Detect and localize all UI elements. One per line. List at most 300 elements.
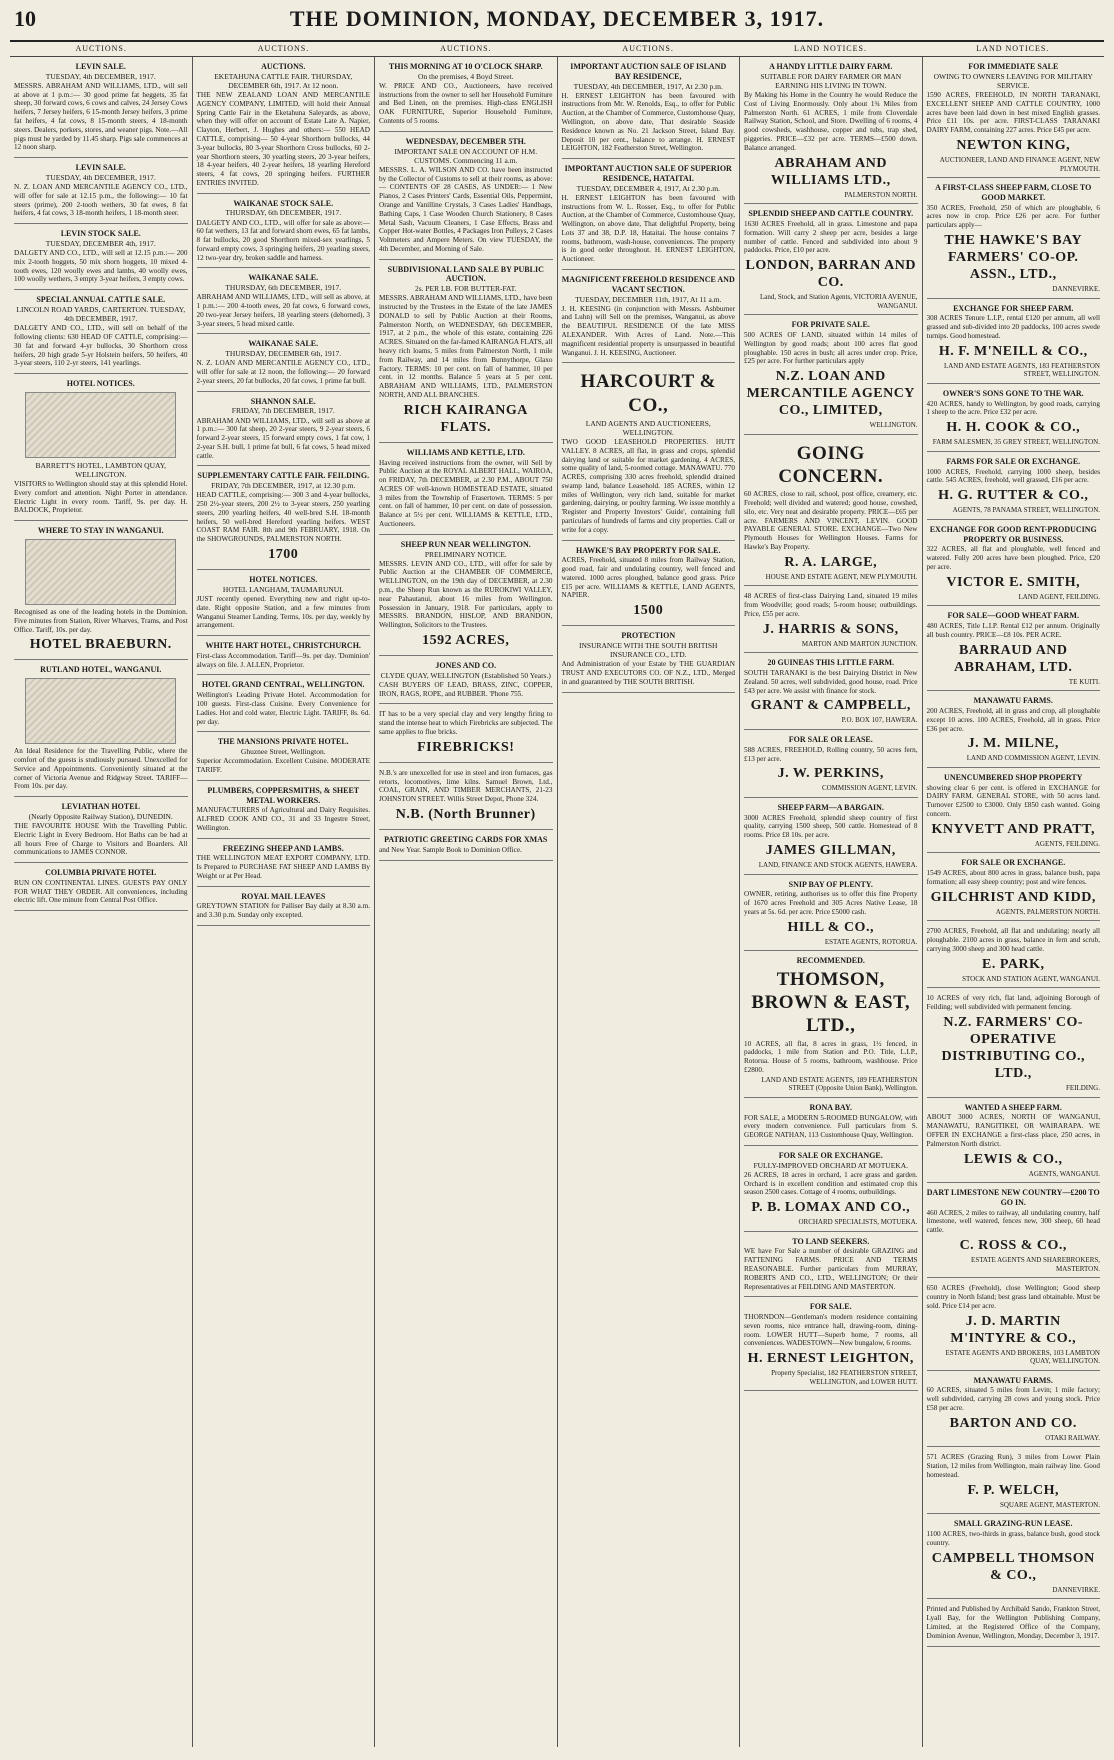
ad-subheading: THURSDAY, 6th DECEMBER, 1917. xyxy=(225,283,342,293)
ad-agent-name: GRANT & CAMPBELL, xyxy=(750,698,911,714)
ad-body: 571 ACRES (Grazing Run), 3 miles from Lower Plain Station, 12 miles from Wellington, main railway line. Good homestead. xyxy=(926,1453,1100,1479)
ad-signature: ORCHARD SPECIALISTS, MOTUEKA. xyxy=(798,1218,918,1227)
ad-agent-name: JAMES GILLMAN, xyxy=(765,843,896,859)
ad-heading: A HANDY LITTLE DAIRY FARM. xyxy=(769,62,893,71)
ad-heading: LEVIN SALE. xyxy=(75,62,126,71)
ad-subheading: TUESDAY, DECEMBER 11th, 1917, At 11 a.m. xyxy=(575,294,722,304)
ad-heading: FOR SALE. xyxy=(809,1302,852,1312)
ad-signature: ESTATE AGENTS AND BROKERS, 103 LAMBTON QUAY, WELLINGTON. xyxy=(945,1348,1100,1366)
advertisement xyxy=(14,160,188,224)
ad-heading: FREEZING SHEEP AND LAMBS. xyxy=(222,843,344,853)
advertisement xyxy=(744,877,918,952)
ad-agent-name: BARRAUD AND ABRAHAM, LTD. xyxy=(954,642,1073,675)
ad-body: 1590 ACRES, FREEHOLD, IN NORTH TARANAKI, EXCELLENT SHEEP AND CATTLE COUNTRY, 1000 acres have been laid down in best mixed English grasses. Price £11 10s. per acre. FIRST-CLASS TARANAKI DAIRY FARM, containing 227 acres. Price £45 per acre. xyxy=(926,91,1100,135)
ad-body: Recognised as one of the leading hotels in the Dominion. Five minutes from Station, River Wharves, Trams, and Post Office. Tariff, 10s. per day. xyxy=(14,608,188,634)
ad-subheading: FRIDAY, 7th DECEMBER, 1917. xyxy=(231,406,335,416)
ad-body: GREYTOWN STATION for Palliser Bay daily at 8.30 a.m. and 3.30 p.m. Sunday only excepted. xyxy=(196,902,370,920)
section-head: AUCTIONS. xyxy=(622,44,674,53)
advertisement xyxy=(744,1234,918,1298)
ad-subheading: (Nearly Opposite Railway Station), DUNEDIN. xyxy=(28,811,173,821)
advertisement xyxy=(197,783,371,839)
ad-body: 60 ACRES, situated 5 miles from Levin; 1 mile factory; well subdivided, carrying 28 cows and young stock. Price £58 per acre. xyxy=(926,1386,1100,1413)
advertisement xyxy=(927,522,1101,606)
ad-heading: PLUMBERS, COPPERSMITHS, & SHEET METAL WORKERS. xyxy=(207,785,360,805)
ad-subheading: PRELIMINARY NOTICE. xyxy=(424,549,507,559)
column-1 xyxy=(10,57,193,1747)
ad-heading: MANAWATU FARMS. xyxy=(973,696,1053,706)
ad-heading: SPECIAL ANNUAL CATTLE SALE. xyxy=(36,295,166,305)
ad-subheading: 2s. PER LB. FOR BUTTER-FAT. xyxy=(414,284,517,294)
hotel-engraving-image xyxy=(25,678,176,744)
ad-signature: FARM SALESMEN, 35 GREY STREET, WELLINGTON. xyxy=(932,438,1100,447)
advertisement xyxy=(379,262,553,443)
ad-heading: EXCHANGE FOR GOOD RENT-PRODUCING PROPERTY OR BUSINESS. xyxy=(929,524,1097,544)
ad-heading: WANTED A SHEEP FARM. xyxy=(964,1102,1062,1112)
ad-body: Printed and Published by Archibald Sando, Frankton Street, Lyall Bay, for the Wellington Publishing Company, Limited, at the Registered Office of the Company, Dominion Avenue, Wellington, Monday, December 3, 1917. xyxy=(926,1605,1100,1640)
ad-signature: LAND AND ESTATE AGENTS, 183 FEATHERSTON STREET, WELLINGTON. xyxy=(943,361,1100,379)
ad-subheading: THURSDAY, DECEMBER 6th, 1917. xyxy=(225,349,342,359)
ad-body: MESSRS. L. A. WILSON AND CO. have been instructed by the Collector of Customs to sell at their rooms, as above:— CONTENTS OF 28 CASES, AS UNDER:— 1 New Pianos, 2 Cases Printers' Cards, Essential Oils, Peppermint, Orange and Vanilline Crystals, 3 Cases Ladies' Handbags, Bathing Caps, 1 Case Wooden Church Stationery, 8 Cases Metal Sash, Vacuum Cleaners, 1 Case Effects, Brass and Copper Hot-water Bottles, 4 Packages Iron Pulleys, 2 Cases Voltmeters and Ampere Meters. On view TUESDAY, the 4th December, and Morning of Sale. xyxy=(379,165,553,253)
ad-signature: SQUARE AGENT, MASTERTON. xyxy=(999,1500,1100,1509)
ad-body: DALGETY AND CO., LTD., will offer for sale as above:— 60 fat wethers, 13 fat and forward shorn ewes, 65 fat lambs, 8 fat bullocks, 20 good Shorthorn mixed-sex yearlings, 5 forward empty cows, 3 springing heifers, 20 yearling steers, 12 two-year dry, broken saddle and harness. xyxy=(196,218,370,262)
ad-subheading: IMPORTANT SALE ON ACCOUNT OF H.M. CUSTOMS. Commencing 11 a.m. xyxy=(394,146,538,165)
ad-agent-name: N.B. (North Brunner) xyxy=(395,807,536,823)
advertisement xyxy=(744,59,918,204)
ad-signature: WELLINGTON. xyxy=(869,421,918,430)
ad-heading: RUTLAND HOTEL, WANGANUI. xyxy=(40,665,162,675)
ad-subheading: TUESDAY, 4th DECEMBER, 1917. xyxy=(45,71,156,81)
advertisement xyxy=(14,59,188,158)
advertisement xyxy=(562,365,736,540)
ad-body: FOR SALE, a MODERN 5-ROOMED BUNGALOW, with every modern convenience. Full particulars from S. GEORGE NATHAN, 113 Customhouse Quay, Wellington. xyxy=(744,1113,918,1140)
ad-signature: AGENTS, PALMERSTON NORTH. xyxy=(995,907,1100,916)
ad-body: ACRES, Freehold, situated 8 miles from Railway Station, good road, fair and undulating country, well fenced and watered. 1000 acres ploughed, balance good grass. Price £15 per acre. WILLIAMS & KETTLE, LAND AGENTS, NAPIER. xyxy=(561,556,735,600)
advertisement xyxy=(562,543,736,627)
hotel-engraving-image xyxy=(25,392,176,458)
ad-heading: SPLENDID SHEEP AND CATTLE COUNTRY. xyxy=(748,209,914,219)
ad-agent-name: J. D. MARTIN M'INTYRE & CO., xyxy=(950,1313,1077,1346)
ad-agent-name: J. HARRIS & SONS, xyxy=(762,621,899,637)
ad-subheading: SUITABLE FOR DAIRY FARMER OR MAN EARNING HIS LIVING IN TOWN. xyxy=(760,71,902,90)
ad-body: MESSRS. ABRAHAM AND WILLIAMS, LTD., have been instructed by the Trustees in the Estate of the late JAMES DONALD to sell by Public Auction at their Rooms, Palmerston North, on WEDNESDAY, 6th DECEMBER, 1917, at 2 p.m., the whole of this estate, containing 226 ACRES. Situated on the far-famed KAIRANGA FLATS, all heavy rich loams, 5 miles from Palmerston North, 1 mile from Railway, and 14 miles from Bunnythorpe, Glaxo Factory. TERMS: 10 per cent. on fall of hammer, 10 per cent. in 12 months. Balance 5 years at 5 per cent. ABRAHAM AND WILLIAMS, LTD., PALMERSTON NORTH, AND ALL BRANCHES. xyxy=(379,294,553,399)
ad-signature: DANNEVIRKE. xyxy=(1052,1585,1100,1594)
advertisement xyxy=(14,226,188,290)
ad-signature: LAND AND ESTATE AGENTS, 189 FEATHERSTON STREET (Opposite Union Bank), Wellington. xyxy=(761,1075,918,1093)
ad-subheading: On the premises, 4 Boyd Street. xyxy=(417,71,514,81)
ad-agent-name: R. A. LARGE, xyxy=(784,554,878,570)
advertisement xyxy=(927,693,1101,768)
ad-heading: UNENCUMBERED SHOP PROPERTY xyxy=(944,772,1083,782)
ad-signature: LAND AND COMMISSION AGENT, LEVIN. xyxy=(966,754,1100,763)
ad-body: 308 ACRES Tenure L.I.P., rental £120 per annum, all well grassed and sub-divided into 20 paddocks, 100 acres swede turnips. Good homestead. xyxy=(926,314,1100,340)
ad-body: 3000 ACRES Freehold, splendid sheep country of first quality, carrying 1500 sheep, 500 cattle. Homestead of 8 rooms. Price £8 10s. per acre. xyxy=(744,813,918,840)
section-head: LAND NOTICES. xyxy=(976,44,1050,53)
ad-subheading: TUESDAY, DECEMBER 4th, 1917. xyxy=(45,238,156,248)
advertisement xyxy=(197,889,371,926)
advertisement xyxy=(197,270,371,334)
ad-body: 2700 ACRES, Freehold, all flat and undulating; nearly all ploughable. 2100 acres in grass, balance in fern and scrub, carrying 3000 sheep and 300 head cattle. xyxy=(926,927,1100,953)
ad-heading: DART LIMESTONE NEW COUNTRY—£200 TO GO IN. xyxy=(926,1188,1100,1207)
advertisement xyxy=(927,855,1101,921)
advertisement xyxy=(927,1449,1101,1514)
ad-body: JUST recently opened. Everything new and right up-to-date. Right opposite Station, and a few minutes from Wanganui Steamer Landing. Terms, 10s. per day, weekly by arrangement. xyxy=(196,595,370,630)
hotel-engraving-image xyxy=(25,539,176,605)
ad-body: N. Z. LOAN AND MERCANTILE AGENCY CO., LTD., will offer for sale at 12 noon, the following:— 20 forward 2-year steers, 20 fat bullocks, 20 fat cows, 1 prime fat bull. xyxy=(196,359,370,385)
advertisement xyxy=(927,1100,1101,1183)
ad-body: An Ideal Residence for the Travelling Public, where the comfort of the guests is studiously pursued. Unexcelled for Service and Appointments. Conveniently situated at the corner of Victoria Avenue and Ridgway Street. TARIFF—From 10s. per day. xyxy=(14,747,188,791)
advertisement xyxy=(562,59,736,159)
advertisement xyxy=(379,658,553,704)
advertisement xyxy=(379,537,553,656)
ad-body: By Making his Home in the Country he would Reduce the Cost of Living Enormously. Only about 1¾ Miles from Palmerston North. 61 ACRES, 1 mile from Cloverdale Railway Station, School, and Store. Dwelling of 6 rooms, 4 good cowsheds, washhouse, copper and tubs, trap shed, piggeries. PRICE—£32 per acre. TERMS—£500 down. Balance arranged. xyxy=(744,91,918,152)
ad-heading: THE MANSIONS PRIVATE HOTEL. xyxy=(217,737,349,747)
ad-agent-name: H. F. M'NEILL & CO., xyxy=(938,343,1088,359)
ad-agent-name: H. G. RUTTER & CO., xyxy=(938,488,1089,504)
ad-signature: COMMISSION AGENT, LEVIN. xyxy=(821,784,918,793)
advertisement xyxy=(197,394,371,467)
advertisement xyxy=(744,953,918,1097)
page-number: 10 xyxy=(14,6,36,31)
ad-heading: SHEEP FARM—A BARGAIN. xyxy=(777,802,884,812)
ad-body: And Administration of your Estate by THE GUARDIAN TRUST AND EXECUTORS CO. OF N.Z., LTD., Merged in and guaranteed by THE SOUTH BRITISH. xyxy=(561,660,735,686)
advertisement xyxy=(927,1280,1101,1371)
masthead xyxy=(10,6,1104,42)
ad-body: IT has to be a very special clay and very lengthy firing to stand the intense heat to which Firebricks are subjected. The same applies to flue bricks. xyxy=(379,710,553,737)
advertisement xyxy=(379,832,553,861)
ad-signature: Property Specialist, 182 FEATHERSTON STREET, WELLINGTON, and LOWER HUTT. xyxy=(771,1369,918,1386)
advertisement xyxy=(379,706,553,762)
ad-heading: SUPPLEMENTARY CATTLE FAIR. FEILDING. xyxy=(197,471,370,481)
ad-heading: OWNER'S SONS GONE TO THE WAR. xyxy=(942,388,1084,398)
advertisement xyxy=(197,468,371,570)
ad-heading: IMPORTANT AUCTION SALE OF SUPERIOR RESIDENCE, HATAITAI. xyxy=(564,164,732,183)
ad-body: DALGETY AND CO., LTD., will sell on behalf of the following clients: 630 HEAD OF CATTLE, comprising:— 30 fat and forward 4-yr bullocks, 30 Shorthorn cross heifers, 20 high grade 5-yr Holstein heifers, 50 heifers, 40 3-year steers, 110 2-yr steers, 141 yearlings. xyxy=(14,324,188,368)
columns xyxy=(10,57,1104,1747)
advertisement xyxy=(562,161,736,270)
ad-heading: ROYAL MAIL LEAVES xyxy=(241,891,326,901)
ad-body: showing clear 6 per cent. is offered in EXCHANGE for DAIRY FARM. GENERAL STORE, with 50 acres land. Turnover £2500 to £3000. Only £850 cash wanted. Going concern. xyxy=(926,783,1100,819)
ad-body: 48 ACRES of first-class Dairying Land, situated 19 miles from Woodville; good roads; 5-room house; outbuildings. Price, £55 per acre. xyxy=(744,592,918,618)
ad-body: ABOUT 3000 ACRES, NORTH OF WANGANUI, MANAWATU, RANGITIKEI, OR WAIRARAPA. WE OFFER IN EXCHANGE a first-class place, 250 acres, in Palmerston North district. xyxy=(926,1113,1100,1148)
ad-heading: COLUMBIA PRIVATE HOTEL xyxy=(45,868,157,878)
ad-heading: SMALL GRAZING-RUN LEASE. xyxy=(954,1519,1073,1529)
ad-agent-name: N.Z. LOAN AND MERCANTILE AGENCY CO., LIMITED, xyxy=(746,369,915,419)
ad-heading: SHANNON SALE. xyxy=(250,396,316,406)
advertisement xyxy=(927,1373,1101,1448)
ad-agent-name: BARTON AND CO. xyxy=(949,1415,1077,1431)
ad-body: 1549 ACRES, about 800 acres in grass, balance bush, papa formation; all easy sheep country; post and wire fences. xyxy=(926,869,1100,886)
ad-subheading: HOTEL LANGHAM, TAUMARUNUI. xyxy=(222,584,344,594)
ad-agent-name: H. ERNEST LEIGHTON, xyxy=(747,1351,914,1367)
ad-heading: IMPORTANT AUCTION SALE OF ISLAND BAY RESIDENCE, xyxy=(570,62,727,81)
ad-body: 1100 ACRES, two-thirds in grass, balance bush, good stock country. xyxy=(926,1530,1100,1547)
advertisement xyxy=(744,1299,918,1391)
ad-heading: WEDNESDAY, DECEMBER 5TH. xyxy=(405,136,526,146)
ad-agent-name: J. W. PERKINS, xyxy=(777,766,884,782)
ad-agent-name: NEWTON KING, xyxy=(956,137,1071,153)
ad-heading: HAWKE'S BAY PROPERTY FOR SALE. xyxy=(576,545,721,555)
ad-agent-name: LEWIS & CO., xyxy=(963,1151,1063,1167)
advertisement xyxy=(927,1516,1101,1599)
section-head: AUCTIONS. xyxy=(75,44,127,53)
ad-body: H. ERNEST LEIGHTON has been favoured with instructions from W. L. Rosser, Esq., to offer for Public Auction, at the Chamber of Commerce, Customhouse Quay, Wellington, on above date, That delightful Property, being Lots 37 and 38, D.P. 18, Hataitai. The house contains 7 rooms, bathroom, wash-house, conveniences. The property is in good order throughout. H. ERNEST LEIGHTON, Auctioneer. xyxy=(561,193,735,264)
ad-body: ABRAHAM AND WILLIAMS, LTD., will sell as above at 1 p.m.:— 300 fat sheep, 20 2-year steers, 9 2-year steers, 6 forward 2-year steers, 15 forward empty cows, 1 fat cow, 1 2-year S.H. bull, 1 prime fat bull, 6 fat cows, 5 head mixed cattle. xyxy=(196,416,370,460)
ad-heading: WHERE TO STAY IN WANGANUI. xyxy=(37,526,164,536)
ad-heading: FOR SALE OR EXCHANGE. xyxy=(778,1150,883,1160)
ad-heading: EXCHANGE FOR SHEEP FARM. xyxy=(953,303,1074,313)
ad-body: First-class Accommodation. Tariff—9s. per day. 'Dominion' always on file. J. ALLEN, Proprietor. xyxy=(196,651,370,669)
ad-agent-name: P. B. LOMAX AND CO., xyxy=(751,1200,911,1216)
ad-display-heading: HARCOURT & CO., xyxy=(580,371,716,416)
ad-body: OWNER, retiring, authorises us to offer this fine Property of 1670 acres Freehold and 305 Acres Native Lease, 18 years at 5s. 6d. per acre. Price £5000 cash. xyxy=(744,890,918,916)
ad-agent-name: 1592 ACRES, xyxy=(422,632,510,648)
ad-body: MANUFACTURERS of Agricultural and Dairy Requisites. ALFRED COOK AND CO., 31 and 33 Ingestre Street, Wellington. xyxy=(196,806,370,832)
advertisement xyxy=(927,1185,1101,1278)
ad-agent-name: ABRAHAM AND WILLIAMS LTD., xyxy=(770,155,891,188)
advertisement xyxy=(197,677,371,732)
ad-body: and New Year. Sample Book to Dominion Office. xyxy=(379,845,522,854)
ad-subheading: TUESDAY, 4th DECEMBER, 1917. xyxy=(45,172,156,182)
ad-signature: LAND, FINANCE AND STOCK AGENTS, HAWERA. xyxy=(758,861,918,870)
advertisement xyxy=(927,990,1101,1097)
ad-subheading: THURSDAY, 6th DECEMBER, 1917. xyxy=(225,208,342,218)
ad-heading: FOR PRIVATE SALE. xyxy=(791,320,870,330)
ad-agent-name: N.Z. FARMERS' CO-OPERATIVE DISTRIBUTING CO., LTD., xyxy=(941,1014,1085,1082)
ad-signature: OTAKI RAILWAY. xyxy=(1045,1433,1100,1442)
ad-agent-name: VICTOR E. SMITH, xyxy=(946,574,1081,590)
advertisement xyxy=(197,196,371,269)
advertisement xyxy=(379,445,553,535)
ad-body: J. H. KEESING (in conjunction with Messrs. Ashburner and Luhn) will Sell on the premises, Wanganui, as above the BEAUTIFUL RESIDENCE Of the late MISS ALEXANDER. With Acres of Land. Note.—This magnificent residential property is unsurpassed in beautiful Wanganui. J. H. KEESING, Auctioneer. xyxy=(561,304,735,357)
advertisement xyxy=(197,638,371,675)
ad-body: MESSRS. ABRAHAM AND WILLIAMS, LTD., will sell at above at 1 p.m.:— 30 good prime fat heggets, 35 fat sheep, 30 forward cows, 6 cows and calves, 24 Jersey Cows heifers, 7 Jersey heifers, 6 15-month Jersey heifers, 3 prime fat heifers, 4 fat cows, 8 15-month steers, 4 18-month steers. Dealers, porkers, stores, and weaner pigs. Note.—All pigs must be yarded by 11.45 sharp. Pigs sale commences at 12 noon sharp. xyxy=(14,81,188,152)
ad-heading: LEVIATHAN HOTEL xyxy=(61,802,140,812)
column-2 xyxy=(193,57,376,1747)
advertisement xyxy=(927,180,1101,299)
ad-heading: FOR IMMEDIATE SALE xyxy=(968,62,1059,71)
advertisement xyxy=(927,301,1101,384)
column-3 xyxy=(375,57,558,1747)
advertisement xyxy=(379,134,553,260)
ad-body: 200 ACRES, Freehold, all in grass and crop, all ploughable except 10 acres. 100 ACRES, Freehold, all in grass. Price £36 per acre. xyxy=(926,706,1100,733)
ad-heading: THIS MORNING AT 10 O'CLOCK SHARP. xyxy=(388,62,543,71)
ad-heading: FOR SALE—GOOD WHEAT FARM. xyxy=(947,611,1079,621)
advertisement xyxy=(562,628,736,692)
ad-body: N.B.'s are unexcelled for use in steel and iron furnaces, gas retorts, locomotives, lime kilns. Samuel Brown, Ltd., COAL, GRAIN, AND TIMBER MERCHANTS, 21-23 JOHNSTON STREET. Willis Street Depot, Phone 324. xyxy=(379,768,553,804)
advertisement xyxy=(744,732,918,798)
ad-display-heading: THOMSON, BROWN & EAST, LTD., xyxy=(751,969,911,1037)
advertisement xyxy=(927,1601,1101,1646)
ad-body: 10 ACRES of very rich, flat land, adjoining Borough of Feilding; well subdivided with permanent fencing. xyxy=(926,994,1100,1012)
ad-agent-name: GILCHRIST AND KIDD, xyxy=(930,889,1096,905)
section-heads xyxy=(10,42,1104,57)
ad-body: Having received instructions from the owner, will Sell by Public Auction at the ROYAL ALBERT HALL, WAIROA, on FRIDAY, 7th DECEMBER, at 2.30 P.M., ABOUT 750 ACRES OF well-known HOMESTEAD ESTATE, situated 3 miles from the Township of Frasertown. TERMS: 5 per cent. on fall of hammer, 10 per cent. on date of possession. Balance at 5½ per cent. WILLIAMS & KETTLE, LTD., Auctioneers. xyxy=(379,458,553,529)
ad-body: THE WELLINGTON MEAT EXPORT COMPANY, LTD. Is Prepared to PURCHASE FAT SHEEP AND LAMBS By Weight or at Per Head. xyxy=(196,854,370,880)
advertisement xyxy=(744,1100,918,1146)
ad-body: 350 ACRES, Freehold, 250 of which are ploughable, 6 acres now in crop. Price £26 per acre. For further particulars apply— xyxy=(926,203,1100,230)
ad-body: TWO GOOD LEASEHOLD PROPERTIES. HUTT VALLEY. 8 ACRES, all flat, in grass and crops, splendid dairying land or suitable for market gardening. 4 ACRES, some quality of land, 5-roomed cottage. MANAWATU. 770 ACRES, comprising 330 acres freehold, splendid drained swamp land, balance Leasehold. 185 ACRES, within 12 miles of Wellington, very rich land, suitable for market gardening, dairying, or poultry farming. We issue monthly a 'Register and Property Investors' Guide', containing full particulars of hundreds of farms and city properties. Call or write for a copy. xyxy=(561,437,735,534)
advertisement xyxy=(14,799,188,863)
ad-heading: 20 GUINEAS THIS LITTLE FARM. xyxy=(767,658,895,668)
ad-agent-name: C. ROSS & CO., xyxy=(959,1238,1067,1254)
ad-heading: MANAWATU FARMS. xyxy=(973,1375,1053,1385)
advertisement xyxy=(744,437,918,586)
advertisement xyxy=(14,662,188,797)
advertisement xyxy=(14,292,188,374)
column-5 xyxy=(740,57,923,1747)
ad-heading: FOR SALE OR LEASE. xyxy=(788,735,873,744)
ad-heading: FOR SALE OR EXCHANGE. xyxy=(961,858,1066,868)
ad-subheading: TUESDAY, DECEMBER 4, 1917, At 2.30 p.m. xyxy=(576,183,720,193)
ad-signature: AGENTS, WANGANUI. xyxy=(1028,1169,1100,1178)
ad-heading: LEVIN STOCK SALE. xyxy=(60,229,141,239)
ad-agent-name: E. PARK, xyxy=(982,956,1045,972)
ad-display-heading: GOING CONCERN. xyxy=(778,442,884,488)
advertisement xyxy=(197,841,371,887)
ad-heading: LEVIN SALE. xyxy=(75,163,126,173)
ad-signature: ESTATE AGENTS AND SHAREBROKERS, MASTERTON. xyxy=(971,1256,1100,1273)
ad-signature: ESTATE AGENTS, ROTORUA. xyxy=(824,937,918,946)
ad-body: Wellington's Leading Private Hotel. Accommodation for 100 guests. First-class Cuisine. Every Convenience for Ladies. Hot and cold water, Electric Light. TARIFF, 8s. 6d. per day. xyxy=(196,691,370,726)
ad-heading: TO LAND SEEKERS. xyxy=(792,1236,870,1246)
advertisement xyxy=(197,734,371,780)
ad-signature: P.O. BOX 107, HAWERA. xyxy=(841,716,918,725)
ad-agent-name: HOTEL BRAEBURN. xyxy=(29,637,172,653)
ad-subheading: FRIDAY, 7th DECEMBER, 1917, at 12.30 p.m. xyxy=(211,481,356,491)
ad-heading: RECOMMENDED. xyxy=(796,956,865,966)
ad-subheading: EKETAHUNA CATTLE FAIR. THURSDAY, DECEMBER 6th, 1917. At 12 noon. xyxy=(214,71,353,90)
ad-body: SOUTH TARANAKI is the best Dairying District in New Zealand. 50 acres, well subdivided, good house, road. Price £43 per acre. We assist with finance for stock. xyxy=(744,669,918,695)
ad-heading: WAIKANAE SALE. xyxy=(248,339,319,349)
ad-body: Superior Accommodation. Excellent Cuisine. MODERATE TARIFF. xyxy=(196,757,370,774)
advertisement xyxy=(927,770,1101,853)
advertisement xyxy=(744,206,918,315)
ad-body: ABRAHAM AND WILLIAMS, LTD., will sell as above, at 1 p.m.:— 200 4-tooth ewes, 20 fat cows, 6 forward cows, 20 two-year Jersey heifers, 18 yearling steers (dehorned), 3 3-year steers, 5 head mixed cattle. xyxy=(196,293,370,328)
advertisement xyxy=(379,59,553,132)
ad-heading: JONES AND CO. xyxy=(435,661,497,671)
ad-agent-name: KNYVETT AND PRATT, xyxy=(931,821,1095,837)
ad-heading: WILLIAMS AND KETTLE, LTD. xyxy=(406,447,525,457)
ad-signature: TE KUITI. xyxy=(1068,677,1100,686)
ad-body: 588 ACRES, FREEHOLD, Rolling country, 50 acres fern, £13 per acre. xyxy=(744,745,918,763)
ad-agent-name: FIREBRICKS! xyxy=(417,739,515,755)
advertisement xyxy=(927,454,1101,520)
ad-heading: HOTEL NOTICES. xyxy=(249,575,318,585)
ad-signature: MARTON AND MARTON JUNCTION. xyxy=(801,639,918,648)
ad-signature: AGENTS, FEILDING. xyxy=(1034,839,1100,848)
ad-body: CASH BUYERS OF LEAD, BRASS, ZINC, COPPER, IRON, RAGS, ROPE, and RUBBER. 'Phone 755. xyxy=(379,680,553,698)
ad-heading: MAGNIFICENT FREEHOLD RESIDENCE AND VACANT SECTION. xyxy=(561,275,735,294)
advertisement xyxy=(14,865,188,911)
ad-heading: SHEEP RUN NEAR WELLINGTON. xyxy=(400,539,531,549)
ad-body: MESSRS. LEVIN AND CO., LTD., will offer for sale by Public Auction at the CHAMBER OF COMMERCE, WELLINGTON, on the 19th day of DECEMBER, at 2.30 p.m., the Sheep Run known as the RUROKIWI VALLEY, near Pahautanui, about 16 miles from Wellington. Possession in January, 1918. For particulars, apply to MESSRS. BRANDON, HISLOP, AND BRANDON, Wellington, Solicitors to the Trustees. xyxy=(379,559,553,630)
advertisement xyxy=(927,608,1101,691)
ad-signature: AGENTS, 78 PANAMA STREET, WELLINGTON. xyxy=(952,506,1100,515)
ad-agent-name: H. H. COOK & CO., xyxy=(946,420,1081,436)
advertisement xyxy=(14,376,188,521)
ad-heading: PROTECTION xyxy=(621,631,676,641)
ad-signature: STOCK AND STATION AGENT, WANGANUI. xyxy=(962,974,1100,983)
ad-heading: PATRIOTIC GREETING CARDS FOR XMAS xyxy=(384,835,548,845)
ad-signature: AUCTIONEER, LAND AND FINANCE AGENT, NEW PLYMOUTH. xyxy=(939,156,1100,173)
advertisement xyxy=(927,59,1101,178)
ad-subheading: CLYDE QUAY, WELLINGTON (Established 50 Years.) xyxy=(380,670,551,680)
ad-signature: DANNEVIRKE. xyxy=(1052,285,1100,294)
ad-agent-name: THE HAWKE'S BAY FARMERS' CO-OP. ASSN., LTD., xyxy=(944,232,1083,283)
ad-signature: PALMERSTON NORTH. xyxy=(844,190,918,199)
ad-subheading: TUESDAY, 4th DECEMBER, 1917, At 2.30 p.m. xyxy=(573,81,723,91)
ad-heading: WHITE HART HOTEL, CHRISTCHURCH. xyxy=(205,641,361,651)
ad-heading: AUCTIONS. xyxy=(261,62,306,71)
ad-body: HEAD CATTLE, comprising:— 300 3 and 4-year bullocks, 250 2½-year steers, 200 2½ to 3-year steers, 250 yearling steers, 200 yearling heifers, 40 well-bred S.H. 18-month heifers, 50 well-bred Hereford yearling heifers. WEST COAST RAM FAIR. 8th and 9th FEBRUARY, 1918. On the SHOWGROUNDS, PALMERSTON NORTH. xyxy=(196,491,370,544)
ad-heading: HOTEL NOTICES. xyxy=(66,379,135,389)
advertisement xyxy=(14,523,188,660)
column-4 xyxy=(558,57,741,1747)
ad-agent-name: 1500 xyxy=(633,603,664,619)
ad-body: 460 ACRES, 2 miles to railway, all undulating country, half limestone, well watered, fences new, 300 sheep, 60 head cattle. xyxy=(926,1208,1100,1235)
ad-heading: WAIKANAE STOCK SALE. xyxy=(233,198,334,208)
ad-body: 26 ACRES, 18 acres in orchard, 1 acre grass and garden. Orchard is in excellent condition and estimated crop this season 2500 cases. Cottage of 4 rooms, outbuildings. xyxy=(744,1170,918,1197)
ad-signature: LAND AGENT, FEILDING. xyxy=(1018,592,1100,601)
ad-body: 500 ACRES OF LAND, situated within 14 miles of Wellington by good roads; about 100 acres flat good ploughable. 150 acres in bush; all acres under crop. Price, £25 per acre. For further particulars apply xyxy=(744,331,918,366)
ad-body: 480 ACRES, Title L.I.P. Rental £12 per annum. Originally all bush country. PRICE—£8 10s. PER ACRE. xyxy=(926,621,1100,639)
ad-body: WE have For Sale a number of desirable GRAZING and FATTENING FARMS. PRICE AND TERMS REASONABLE. Further particulars from MURRAY, ROBERTS AND CO., LTD., WELLINGTON; Or their Representatives at FEILDING AND MASTERTON. xyxy=(744,1247,918,1291)
ad-heading: HOTEL GRAND CENTRAL, WELLINGTON. xyxy=(201,680,365,690)
ad-body: 60 ACRES, close to rail, school, post office, creamery, etc. Freehold; well divided and watered; good house, cowshed, silo, etc. Very neat and desirable property. PRICE—£65 per acre. FARMERS AND VINCENT, LEVIN. GOOD PAYABLE GENERAL STORE. EXCHANGE—Two New Plymouth Houses for Wellington Houses. Farms for Hawke's Bay Property. xyxy=(744,490,918,551)
advertisement xyxy=(927,386,1101,452)
ad-body: W. PRICE AND CO., Auctioneers, have received instructions from the owner to sell her Household Furniture and Bed Linen, on the premises. High-class ENGLISH OAK FURNITURE, Superior Household Furniture, Contents of 5 rooms. xyxy=(379,81,553,126)
ad-body: 420 ACRES, handy to Wellington, by good roads, carrying 1 sheep to the acre. Price £32 per acre. xyxy=(926,399,1100,417)
ad-body: 1630 ACRES Freehold, all in grass. Limestone and papa formation. Will carry 2 sheep per acre, besides a large number of cattle. Fenced and subdivided into about 9 paddocks. Price, £10 per acre. xyxy=(744,219,918,255)
ad-body: 650 ACRES (Freehold), close Wellington; Good sheep country in North Island; best grass land obtainable. Must be sold. Price £14 per acre. xyxy=(926,1284,1100,1310)
advertisement xyxy=(379,765,553,830)
ad-subheading: LAND AGENTS AND AUCTIONEERS, WELLINGTON. xyxy=(585,418,711,437)
ad-body: 322 ACRES, all flat and ploughable, well fenced and watered. Fully 200 acres have been ploughed. Price, £20 per acre. xyxy=(926,545,1100,571)
ad-heading: FARMS FOR SALE OR EXCHANGE. xyxy=(946,456,1081,466)
ad-heading: A FIRST-CLASS SHEEP FARM, CLOSE TO GOOD MARKET. xyxy=(935,183,1092,202)
ad-subheading: INSURANCE WITH THE SOUTH BRITISH INSURANCE CO., LTD. xyxy=(579,641,718,660)
ad-signature: HOUSE AND ESTATE AGENT, NEW PLYMOUTH. xyxy=(765,572,918,581)
advertisement xyxy=(744,800,918,875)
ad-agent-name: LONDON, BARRAN AND CO. xyxy=(745,258,916,291)
ad-agent-name: J. M. MILNE, xyxy=(967,736,1059,752)
ad-body: THE NEW ZEALAND LOAN AND MERCANTILE AGENCY COMPANY, LIMITED, will hold their Annual Spring Cattle Fair in the Eketahuna Saleyards, as above, when they will offer on account of Estate Late A. Napier, Clayton, Herbert, J. Hughes and others:— 550 HEAD CATTLE, comprising— 50 4-year Shorthorn bullocks, 44 3-year bullocks, 80 3-year Shorthorn Cross bullocks, 60 2-year Shorthorn steers, 30 yearling steers, 20 3-year heifers, 18 4-year heifers, 40 2-year heifers, 18 yearling Hereford steers, 4 fat cows, 20 springing heifers. FURTHER ENTRIES INVITED. xyxy=(196,91,370,187)
advertisement xyxy=(197,59,371,194)
ad-agent-name: 1700 xyxy=(268,547,299,563)
ad-body: VISITORS to Wellington should stay at this splendid Hotel. Every comfort and attention. Night Porter in attendance. Electric Light in every room. Tariff, 9s. per day. H. BALDOCK, Proprietor. xyxy=(14,480,188,515)
advertisement xyxy=(197,572,371,636)
section-head: LAND NOTICES. xyxy=(793,44,867,53)
ad-body: N. Z. LOAN AND MERCANTILE AGENCY CO., LTD., will offer for sale at 12.15 p.m., the following:— 10 fat steers (prime), 200 2-tooth wethers, 30 fat ewes, 8 fat heifers, 4 fat cows, 3 18-month heifers, 1 18-month steer. xyxy=(14,183,188,218)
ad-subheading: Ghuznee Street, Wellington. xyxy=(240,747,326,757)
ad-agent-name: HILL & CO., xyxy=(787,919,874,935)
section-head: AUCTIONS. xyxy=(440,44,492,53)
ad-body: RUN ON CONTINENTAL LINES. GUESTS PAY ONLY FOR WHAT THEY ORDER. All conveniences, including electric lift. One minute from Central Post Office. xyxy=(14,878,188,905)
ad-body: 10 ACRES, all flat, 8 acres in grass, 1½ fenced, in paddocks, 1 mile from Station and P.O. Title, L.I.P., Rotorua. House of 5 rooms, bathroom, washhouse. Price £2800. xyxy=(744,1039,918,1074)
advertisement xyxy=(927,923,1101,988)
ad-heading: WAIKANAE SALE. xyxy=(248,273,319,283)
ad-body: 1000 ACRES, Freehold, carrying 1000 sheep, besides cattle. 545 ACRES, freehold, well grassed, £16 per acre. xyxy=(926,467,1100,485)
ad-subheading: BARRETT'S HOTEL, LAMBTON QUAY, WELLINGTON. xyxy=(35,460,167,479)
advertisement xyxy=(744,588,918,653)
ad-heading: SUBDIVISIONAL LAND SALE BY PUBLIC AUCTION. xyxy=(387,264,544,284)
advertisement xyxy=(744,317,918,435)
ad-agent-name: F. P. WELCH, xyxy=(967,1482,1059,1498)
ad-body: THE FAVOURITE HOUSE With the Travelling Public. Electric Light in Every Bedroom. Hot Baths can be had at all hours Free of Charge to Visitors and Boarders. All communications to JAMES CONNOR. xyxy=(14,821,188,857)
ad-heading: RONA BAY. xyxy=(809,1102,853,1112)
advertisement xyxy=(744,1148,918,1232)
ad-body: H. ERNEST LEIGHTON has been favoured with instructions from Mr. W. Renolds, Esq., to offer for Public Auction, at the Chamber of Commerce, Customhouse Quay, Wellington, on above date, That desirable Seaside Residence known as No. 21 Jackson Street, Island Bay. Deposit 10 per cent., balance to arrange. H. ERNEST LEIGHTON, 182 Featherston Street, Wellington. xyxy=(561,91,735,153)
